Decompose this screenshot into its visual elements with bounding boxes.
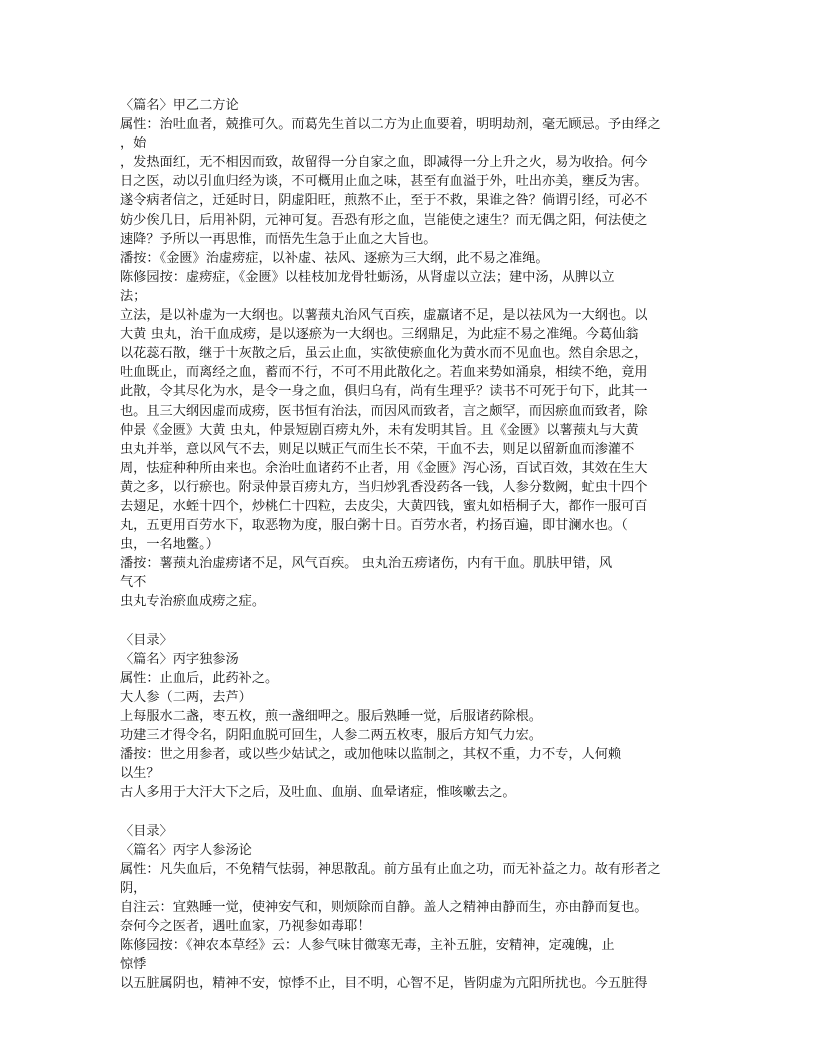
text-line: 周，怯症种种所由来也。余治吐血诸药不止者，用《金匮》泻心汤，百试百效，其效在生大 — [120, 460, 648, 476]
text-line: 去翅足，水蛭十四个，炒桃仁十四粒，去皮尖，大黄四钱，蜜丸如梧桐子大，都作一服可百 — [120, 498, 648, 514]
text-line: 〈目录〉 — [120, 823, 173, 839]
text-line: 奈何今之医者，遇吐血家，乃视参如毒耶！ — [120, 919, 371, 935]
section-bing-renshen-tang-lun — [120, 822, 700, 994]
text-line: 以花蕊石散，继于十灰散之后，虽云止血，实欲使瘀血化为黄水而不见血也。然自余思之， — [120, 346, 648, 362]
text-line: 日之医，动以引血归经为谈，不可概用止血之味，甚至有血溢于外，吐出亦美，壅反为害。 — [120, 174, 648, 190]
text-line: 妨少俟几日，后用补阴，元神可复。吾恐有形之血，岂能使之速生？而无偶之阳，何法使之 — [120, 212, 648, 228]
text-line: 黄之多，以行瘀也。附录仲景百痨丸方，当归炒乳香没药各一钱，人参分数阙，虻虫十四个 — [120, 479, 648, 495]
text-line: 惊悸 — [120, 957, 147, 973]
text-line: 潘按：薯蓣丸治虚痨诸不足，风气百疾。 虫丸治五痨诸伤，内有干血。肌肤甲错，风 — [120, 556, 613, 572]
text-line: ，始 — [120, 136, 147, 152]
text-line: 潘按：《金匮》治虚痨症，以补虚、祛风、逐瘀为三大纲，此不易之准绳。 — [120, 250, 549, 266]
text-line: 以生？ — [120, 766, 160, 782]
text-line: 陈修园按：虚痨症，《金匮》以桂枝加龙骨牡蛎汤，从肾虚以立法；建中汤，从脾以立 — [120, 269, 615, 285]
text-line: 大人参（二两，去芦） — [120, 689, 252, 705]
text-line: ，发热面红，无不相因而致，故留得一分自家之血，即减得一分上升之火，易为收拾。何今 — [120, 155, 648, 171]
text-line: 遂令病者信之，迁延时日，阴虚阳旺，煎熬不止，至于不救，果谁之咎？倘谓引经，可必不 — [120, 193, 648, 209]
document-page — [120, 96, 700, 993]
text-line: 属性：治吐血者，兢推可久。而葛先生首以二方为止血要着，明明劫剂，毫无顾忌。予由绎之 — [120, 117, 661, 133]
text-line: 立法，是以补虚为一大纲也。以薯蓣丸治风气百疾，虚羸诸不足，是以祛风为一大纲也。以 — [120, 308, 648, 324]
text-line: 气不 — [120, 575, 147, 591]
text-line: 自注云：宜熟睡一觉，使神安气和，则烦除而自静。盖人之精神由静而生，亦由静而复也。 — [120, 899, 648, 915]
text-line: 仲景《金匮》大黄 虫丸，仲景短剧百痨丸外，未有发明其旨。且《金匮》以薯蓣丸与大黄 — [120, 422, 639, 438]
text-line: 以五脏属阴也，精神不安，惊悸不止，目不明，心智不足，皆阴虚为亢阳所扰也。今五脏得 — [120, 976, 648, 992]
text-line: 〈篇名〉甲乙二方论 — [120, 98, 239, 113]
section-jiayi-erfang — [120, 96, 700, 612]
text-line: 吐血既止，而离经之血，蓄而不行，不可不用此散化之。若血来势如涌泉，相续不绝，竟用 — [120, 365, 648, 381]
text-line: 上每服水二盏，枣五枚，煎一盏细呷之。服后熟睡一觉，后服诸药除根。 — [120, 709, 542, 724]
text-line: 阴， — [120, 880, 147, 896]
paragraph-gap — [120, 802, 700, 821]
text-line: 陈修园按：《神农本草经》云：人参气味甘微寒无毒，主补五脏，安精神，定魂魄，止 — [120, 938, 615, 954]
text-line: 〈篇名〉丙字独参汤 — [120, 651, 239, 667]
text-line: 虫丸并举，意以风气不去，则足以贼正气而生长不荣，干血不去，则足以留新血而渗灌不 — [120, 441, 635, 457]
text-line: 虫，一名地鳖。） — [120, 537, 219, 553]
paragraph-gap — [120, 612, 700, 631]
text-line: 潘按：世之用参者，或以些少姑试之，或加他味以监制之，其权不重，力不专，人何赖 — [120, 747, 622, 763]
text-line: 属性：凡失血后，不免精气怯弱，神思散乱。前方虽有止血之功，而无补益之力。故有形者之 — [120, 861, 661, 877]
text-line: 此散，令其尽化为水，是令一身之血，俱归乌有，尚有生理乎？读书不可死于句下，此其一 — [120, 384, 648, 400]
text-line: 〈目录〉 — [120, 632, 173, 648]
text-line: 也。且三大纲因虚而成痨，医书恒有治法，而因风而致者，言之颇罕，而因瘀血而致者，除 — [120, 403, 648, 419]
text-line: 〈篇名〉丙字人参汤论 — [120, 842, 252, 858]
section-bing-dushen-tang — [120, 631, 700, 803]
text-line: 古人多用于大汗大下之后，及吐血、血崩、血晕诸症，惟咳嗽去之。 — [120, 785, 516, 801]
text-line: 属性：止血后，此药补之。 — [120, 670, 279, 686]
text-line: 速降？予所以一再思惟，而悟先生急于止血之大旨也。 — [120, 231, 437, 247]
text-line: 丸，五更用百劳水下，取恶物为度，服白粥十日。百劳水者，杓扬百遍，即甘澜水也。（ — [120, 518, 628, 534]
text-line: 虫丸专治瘀血成痨之症。 — [120, 594, 266, 610]
text-line: 大黄 虫丸，治干血成痨，是以逐瘀为一大纲也。三纲鼎足，为此症不易之准绳。今葛仙翁 — [120, 327, 639, 343]
text-line: 法； — [120, 288, 147, 304]
text-line: 功建三才得令名，阴阳血脱可回生，人参二两五枚枣，服后方知气力宏。 — [120, 728, 542, 744]
